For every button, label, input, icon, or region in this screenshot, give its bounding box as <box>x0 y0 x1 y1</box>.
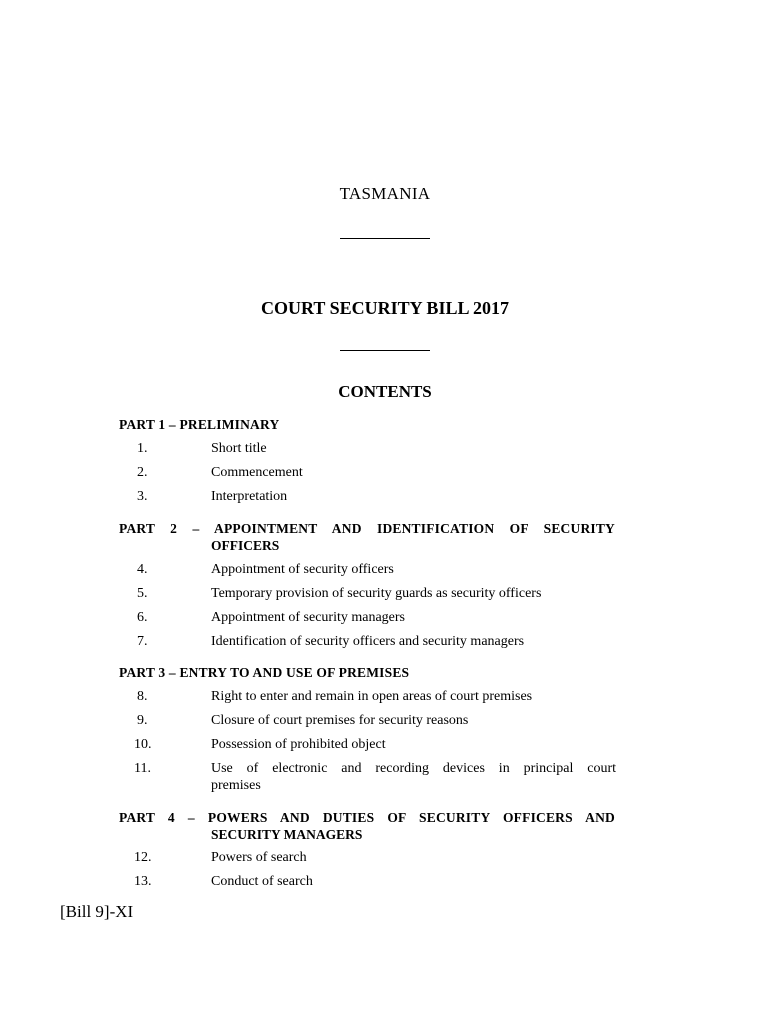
section-number: 9. <box>137 713 148 728</box>
section-title: Powers of search <box>211 850 307 865</box>
section-number: 1. <box>137 441 148 456</box>
bill-reference: [Bill 9]-XI <box>60 902 134 921</box>
section-number: 13. <box>134 874 152 889</box>
section-title: Temporary provision of security guards as security officers <box>211 586 542 601</box>
jurisdiction-heading: TASMANIA <box>339 184 431 203</box>
section-title: Short title <box>211 441 267 456</box>
section-title: Conduct of search <box>211 874 313 889</box>
part-4-heading-continued: SECURITY MANAGERS <box>211 827 363 842</box>
section-title: Closure of court premises for security reasons <box>211 713 469 728</box>
section-number: 11. <box>134 761 151 776</box>
section-title-continued: premises <box>211 778 261 793</box>
section-number: 4. <box>137 562 148 577</box>
section-title: Possession of prohibited object <box>211 737 386 752</box>
section-number: 10. <box>134 737 152 752</box>
section-number: 3. <box>137 489 148 504</box>
section-title: Use of electronic and recording devices in principal court <box>211 761 616 776</box>
section-number: 12. <box>134 850 152 865</box>
divider-rule-bottom <box>340 350 430 351</box>
section-number: 2. <box>137 465 148 480</box>
section-number: 5. <box>137 586 148 601</box>
section-title: Identification of security officers and security managers <box>211 634 525 649</box>
section-title: Commencement <box>211 465 303 480</box>
part-2-heading: PART 2 – APPOINTMENT AND IDENTIFICATION OF SECURITY <box>119 521 615 536</box>
bill-title: COURT SECURITY BILL 2017 <box>261 298 509 318</box>
divider-rule-top <box>340 238 430 239</box>
section-number: 8. <box>137 689 148 704</box>
section-title: Appointment of security officers <box>211 562 394 577</box>
part-2-heading-continued: OFFICERS <box>211 538 280 553</box>
contents-heading: CONTENTS <box>338 382 432 401</box>
part-4-heading: PART 4 – POWERS AND DUTIES OF SECURITY OFFICERS AND <box>119 810 615 825</box>
section-title: Interpretation <box>211 489 288 504</box>
section-title: Right to enter and remain in open areas of court premises <box>211 689 533 704</box>
section-number: 6. <box>137 610 148 625</box>
part-1-heading: PART 1 – PRELIMINARY <box>119 417 280 432</box>
part-3-heading: PART 3 – ENTRY TO AND USE OF PREMISES <box>119 665 410 680</box>
section-number: 7. <box>137 634 148 649</box>
section-title: Appointment of security managers <box>211 610 406 625</box>
